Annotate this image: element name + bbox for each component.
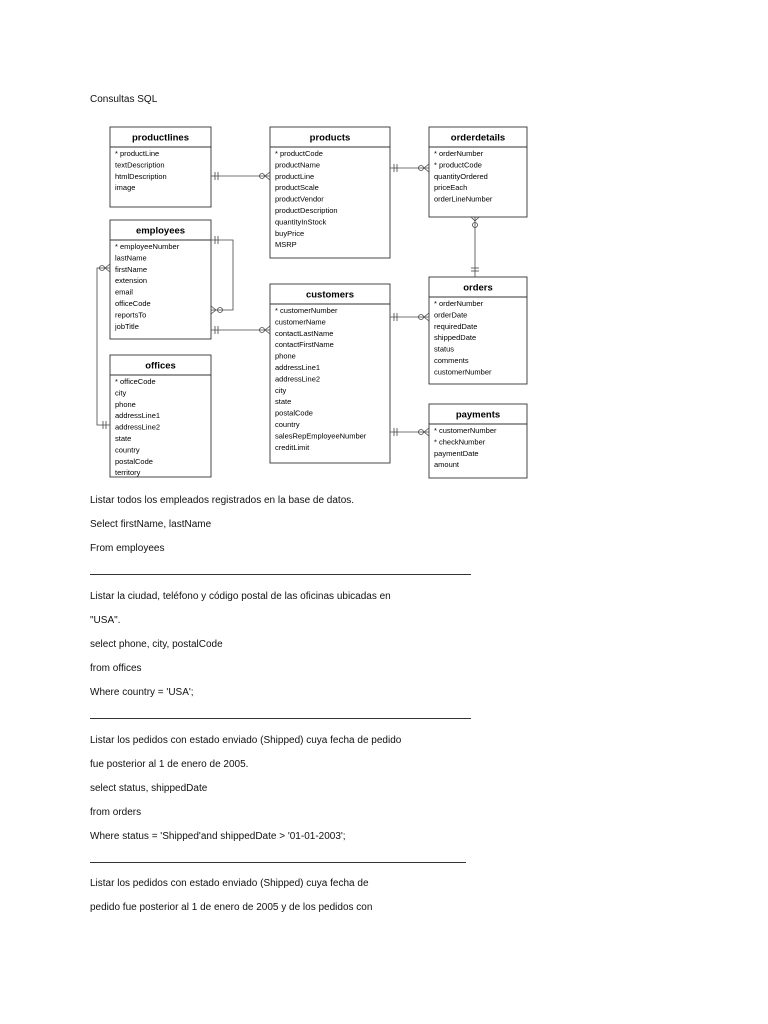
entity-field: city bbox=[275, 385, 287, 395]
entity-field: * employeeNumber bbox=[115, 242, 180, 251]
entity-field: status bbox=[434, 344, 455, 354]
entity-field: salesRepEmployeeNumber bbox=[275, 431, 367, 441]
entity-field: customerNumber bbox=[434, 367, 492, 377]
entity-field: orderDate bbox=[434, 310, 468, 320]
entity-orderdetails bbox=[429, 127, 527, 217]
entity-field: customerName bbox=[275, 317, 326, 327]
entity-field: priceEach bbox=[434, 183, 468, 193]
entity-customers bbox=[270, 284, 390, 463]
entity-field: creditLimit bbox=[275, 442, 310, 452]
entity-orders bbox=[429, 277, 527, 384]
entity-field: firstName bbox=[115, 264, 148, 274]
entity-field: productLine bbox=[275, 171, 315, 181]
entity-field: * officeCode bbox=[115, 377, 156, 386]
entity-field: country bbox=[275, 420, 300, 429]
text-line: select phone, city, postalCode bbox=[90, 639, 223, 650]
entity-field: country bbox=[115, 445, 140, 455]
entity-field: quantityInStock bbox=[275, 217, 327, 227]
text-line: Select firstName, lastName bbox=[90, 519, 212, 530]
entity-field: * productCode bbox=[275, 149, 323, 158]
entity-field: requiredDate bbox=[434, 321, 478, 331]
entity-field: state bbox=[275, 397, 292, 407]
entity-field: * productLine bbox=[115, 149, 160, 158]
entity-field: phone bbox=[275, 351, 296, 361]
entity-field: postalCode bbox=[115, 456, 153, 466]
entity-field: productName bbox=[275, 160, 321, 170]
entity-field: addressLine2 bbox=[115, 422, 161, 432]
entity-field: orderLineNumber bbox=[434, 194, 493, 204]
entity-field: amount bbox=[434, 460, 460, 470]
entity-field: * productCode bbox=[434, 160, 482, 170]
entity-title: employees bbox=[135, 225, 186, 237]
entity-field: * orderNumber bbox=[434, 299, 484, 308]
entity-field: officeCode bbox=[115, 299, 151, 308]
entity-field: postalCode bbox=[275, 408, 313, 418]
text-line: From employees bbox=[90, 543, 165, 554]
entity-field: addressLine1 bbox=[115, 411, 161, 421]
text-line: Listar la ciudad, teléfono y código postal de las oficinas ubicadas en bbox=[90, 591, 391, 602]
entity-productlines bbox=[110, 127, 211, 207]
entity-field: reportsTo bbox=[115, 310, 147, 320]
entity-field: * customerNumber bbox=[434, 426, 497, 435]
entity-field: quantityOrdered bbox=[434, 171, 488, 181]
entity-field: addressLine1 bbox=[275, 363, 321, 372]
entity-field: email bbox=[115, 287, 133, 297]
entity-title: products bbox=[309, 132, 351, 144]
er-diagram bbox=[90, 116, 530, 482]
text-line: from offices bbox=[90, 663, 142, 674]
text-line: Listar los pedidos con estado enviado (Shipped) cuya fecha de bbox=[90, 878, 369, 889]
text-line: "USA". bbox=[90, 615, 121, 626]
section-divider bbox=[90, 718, 471, 719]
entity-field: comments bbox=[434, 356, 469, 365]
entity-field: productDescription bbox=[275, 206, 338, 215]
entity-field: contactFirstName bbox=[275, 340, 334, 350]
entity-title: orderdetails bbox=[450, 132, 506, 144]
entity-field: buyPrice bbox=[275, 228, 305, 238]
section-divider bbox=[90, 862, 466, 863]
text-line: Listar los pedidos con estado enviado (Shipped) cuya fecha de pedido bbox=[90, 735, 402, 746]
entity-field: shippedDate bbox=[434, 333, 477, 343]
entity-title: offices bbox=[145, 360, 176, 372]
text-line: select status, shippedDate bbox=[90, 783, 208, 794]
entity-payments bbox=[429, 404, 527, 478]
entity-field: contactLastName bbox=[275, 328, 334, 338]
entity-field: textDescription bbox=[115, 160, 165, 170]
entity-field: lastName bbox=[115, 253, 147, 263]
entity-field: * checkNumber bbox=[434, 437, 486, 447]
entity-offices bbox=[110, 355, 211, 477]
entity-title: payments bbox=[455, 409, 501, 421]
entity-field: extension bbox=[115, 276, 148, 286]
text-line: pedido fue posterior al 1 de enero de 2005 y de los pedidos con bbox=[90, 902, 373, 913]
text-line: Where country = 'USA'; bbox=[90, 687, 194, 698]
entity-products bbox=[270, 127, 390, 258]
entity-field: * orderNumber bbox=[434, 149, 484, 158]
entity-field: htmlDescription bbox=[115, 171, 167, 181]
entity-field: image bbox=[115, 183, 136, 193]
entity-employees bbox=[110, 220, 211, 339]
section-divider bbox=[90, 574, 471, 575]
entity-field: paymentDate bbox=[434, 448, 479, 458]
entity-title: customers bbox=[305, 289, 355, 301]
entity-title: productlines bbox=[131, 132, 190, 144]
entity-field: state bbox=[115, 434, 132, 443]
entity-field: addressLine2 bbox=[275, 374, 321, 384]
text-line: from orders bbox=[90, 807, 142, 818]
entity-field: productScale bbox=[275, 183, 319, 193]
entity-field: phone bbox=[115, 399, 136, 409]
entity-field: MSRP bbox=[275, 240, 297, 250]
text-line: Where status = 'Shipped'and shippedDate > '01-01-2003'; bbox=[90, 831, 346, 842]
text-line: fue posterior al 1 de enero de 2005. bbox=[90, 759, 249, 770]
entity-field: territory bbox=[115, 468, 141, 478]
entity-field: city bbox=[115, 388, 127, 398]
entity-field: * customerNumber bbox=[275, 306, 338, 315]
entity-title: orders bbox=[463, 282, 493, 294]
entity-field: jobTitle bbox=[115, 321, 139, 331]
text-line: Listar todos los empleados registrados en la base de datos. bbox=[90, 495, 355, 506]
entity-field: productVendor bbox=[275, 194, 324, 204]
page-title: Consultas SQL bbox=[90, 94, 158, 105]
